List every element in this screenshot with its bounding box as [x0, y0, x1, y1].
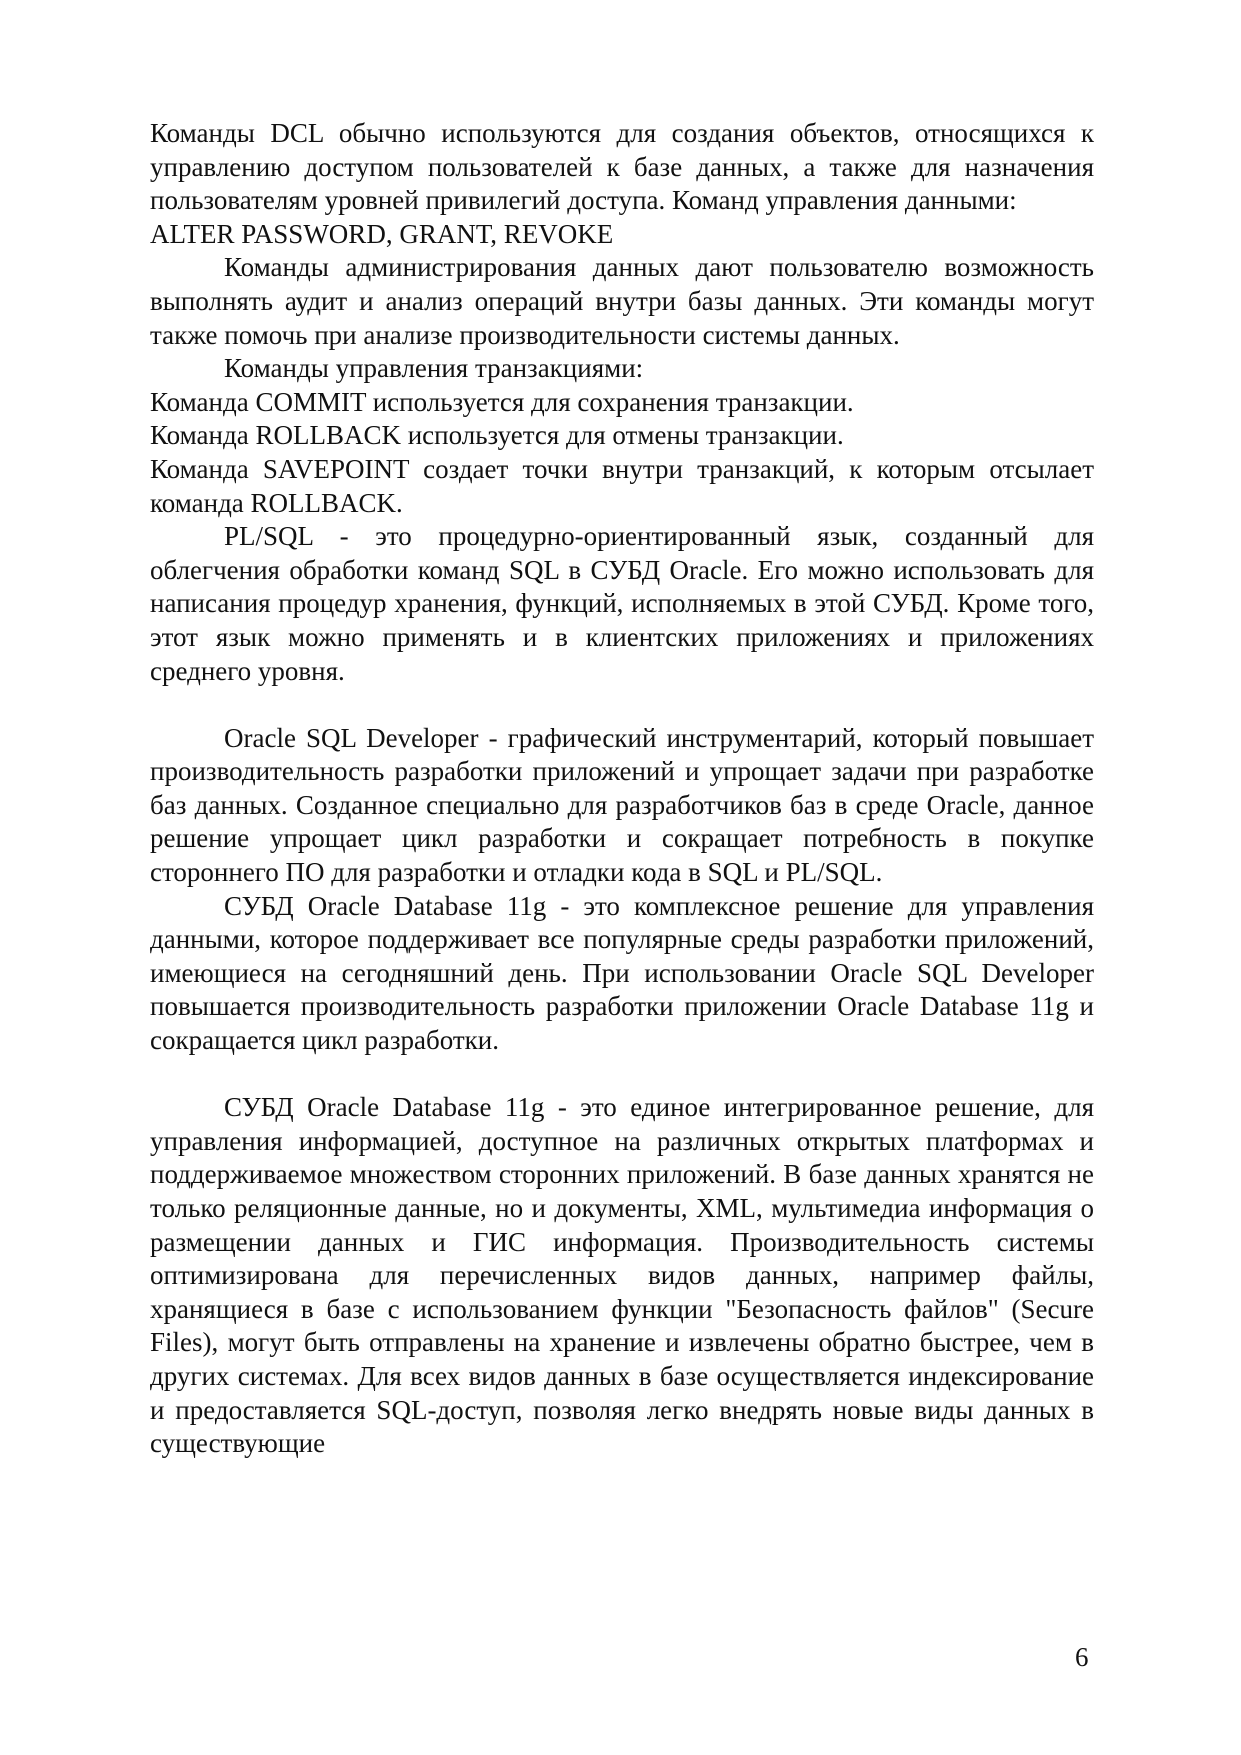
- paragraph-plsql: PL/SQL - это процедурно-ориентированный язык, созданный для облегчения обработки команд SQL в СУБД Oracle. Его можно использовать для написания процедур хранения, функций, исполняемых в этой СУБД. Кроме того, этот язык можно применять и в клиентских приложениях и приложениях среднего уровня.: [150, 521, 1094, 686]
- paragraph-transaction-commands-heading: Команды управления транзакциями:: [224, 353, 644, 384]
- page-body: [150, 117, 1094, 1461]
- paragraph-admin-commands: Команды администрирования данных дают пользователю возможность выполнять аудит и анализ операций внутри базы данных. Эти команды могут также помочь при анализе производительности системы данных.: [150, 252, 1094, 350]
- paragraph-sql-developer: Oracle SQL Developer - графический инструментарий, который повышает производительность разработки приложений и упрощает задачи при разработке баз данных. Созданное специально для разработчиков баз в среде Oracle, данное решение упрощает цикл разработки и сокращает потребность в покупке стороннего ПО для разработки и отладки кода в SQL и PL/SQL.: [150, 722, 1094, 888]
- paragraph-commit: Команда COMMIT используется для сохранения транзакции.: [150, 386, 854, 417]
- paragraph-oracle-11g-integrated: СУБД Oracle Database 11g - это единое интегрированное решение, для управления информацией, доступное на различных открытых платформах и поддерживаемое множеством сторонних приложений. В базе данных хранятся не только реляционные данные, но и документы, XML, мультимедиа информация о размещении данных и ГИС информация. Производительность системы оптимизирована для перечисленных видов данных, например файлы, хранящиеся в базе с использованием функции "Безопасность файлов" (Secure Files), могут быть отправлены на хранение и извлечены обратно быстрее, чем в других системах. Для всех видов данных в базе осуществляется индексирование и предоставляется SQL-доступ, позволяя легко внедрять новые виды данных в существующие: [150, 1092, 1094, 1459]
- paragraph-dcl-command-list: ALTER PASSWORD, GRANT, REVOKE: [150, 218, 614, 249]
- page-number: 6: [1075, 1642, 1089, 1672]
- paragraph-oracle-11g-complex: СУБД Oracle Database 11g - это комплексное решение для управления данными, которое поддерживает все популярные среды разработки приложений, имеющиеся на сегодняшний день. При использовании Oracle SQL Developer повышается производительность разработки приложении Oracle Database 11g и сокращается цикл разработки.: [150, 890, 1094, 1056]
- paragraph-dcl-commands: Команды DCL обычно используются для создания объектов, относящихся к управлению доступом пользователей к базе данных, а также для назначения пользователям уровней привилегий доступа. Команд управления данными:: [150, 118, 1094, 216]
- paragraph-savepoint: Команда SAVEPOINT создает точки внутри транзакций, к которым отсылает команда ROLLBACK.: [150, 453, 1094, 518]
- paragraph-rollback: Команда ROLLBACK используется для отмены транзакции.: [150, 420, 844, 451]
